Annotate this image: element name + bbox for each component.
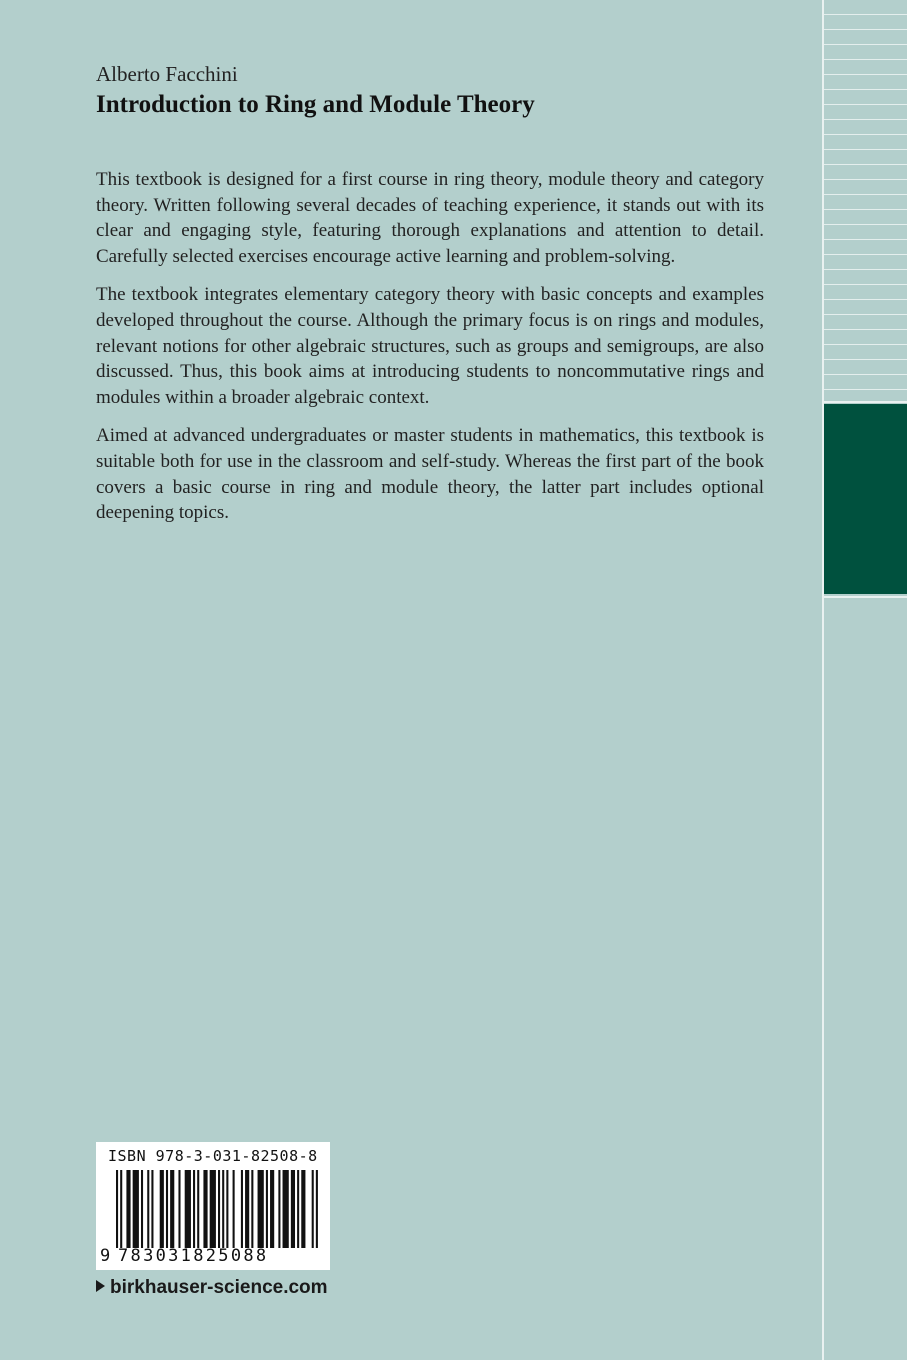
green-accent-block	[824, 404, 907, 594]
author-name: Alberto Facchini	[96, 62, 238, 86]
barcode-bar	[241, 1170, 243, 1248]
barcode-bar	[151, 1170, 153, 1248]
stripe-line	[824, 239, 907, 240]
stripe-line	[824, 149, 907, 150]
blurb-paragraph-1: This textbook is designed for a first course in ring theory, module theory and category theory. Written following several decades of teaching experience, it stands out with its clear and engaging style, featuring thorough explanations and attention to detail. Carefully selected exercises encourage active learning and problem-solving.	[96, 169, 764, 267]
stripe-line	[824, 299, 907, 300]
isbn-label: ISBN 978-3-031-82508-8	[108, 1147, 318, 1165]
stripe-line	[824, 29, 907, 30]
stripe-line	[824, 284, 907, 285]
stripe-line	[824, 89, 907, 90]
green-block-top-rule	[824, 401, 907, 403]
barcode-bar	[278, 1170, 280, 1248]
barcode-bar	[126, 1170, 130, 1248]
stripe-line	[824, 329, 907, 330]
barcode-bar	[197, 1170, 199, 1248]
arrow-right-icon	[96, 1280, 105, 1292]
barcode-bar	[251, 1170, 253, 1248]
barcode-bar	[245, 1170, 249, 1248]
barcode-bar	[297, 1170, 299, 1248]
stripe-line	[824, 314, 907, 315]
barcode-bar	[233, 1170, 235, 1248]
barcode-bar	[160, 1170, 164, 1248]
stripe-line	[824, 74, 907, 75]
stripe-line	[824, 134, 907, 135]
book-title: Introduction to Ring and Module Theory	[96, 91, 535, 118]
stripe-line	[824, 14, 907, 15]
ean-digits: 783031825088	[118, 1246, 269, 1266]
stripe-line	[824, 194, 907, 195]
stripe-line	[824, 59, 907, 60]
barcode-bar	[270, 1170, 274, 1248]
blurb	[96, 167, 764, 539]
barcode-bar	[266, 1170, 268, 1248]
barcode-bar	[258, 1170, 264, 1248]
stripe-line	[824, 224, 907, 225]
barcode-bar	[193, 1170, 195, 1248]
barcode-bar	[222, 1170, 224, 1248]
barcode-bar	[120, 1170, 122, 1248]
stripe-line	[824, 44, 907, 45]
barcode-bar	[218, 1170, 220, 1248]
decorative-stripes	[824, 0, 907, 400]
barcode-bar	[147, 1170, 149, 1248]
barcode-bar	[210, 1170, 216, 1248]
barcode-bar	[116, 1170, 118, 1248]
stripe-line	[824, 359, 907, 360]
blurb-paragraph-2: The textbook integrates elementary category theory with basic concepts and examples developed throughout the course. Although the primary focus is on rings and modules, relevant notions for other algebraic structures, such as groups and semigroups, are also discussed. Thus, this book aims at introducing students to noncommutative rings and modules within a broader algebraic context.	[96, 284, 764, 408]
barcode-bars	[116, 1170, 320, 1248]
barcode-bar	[166, 1170, 168, 1248]
ean-first-digit: 9	[100, 1246, 111, 1266]
stripe-line	[824, 374, 907, 375]
stripe-line	[824, 179, 907, 180]
barcode-bar	[203, 1170, 207, 1248]
stripe-line	[824, 164, 907, 165]
stripe-line	[824, 104, 907, 105]
isbn-barcode	[96, 1142, 330, 1270]
stripe-line	[824, 209, 907, 210]
barcode-bar	[301, 1170, 305, 1248]
stripe-line	[824, 389, 907, 390]
stripe-line	[824, 254, 907, 255]
barcode-bar	[312, 1170, 314, 1248]
barcode-bar	[178, 1170, 180, 1248]
barcode-bar	[133, 1170, 139, 1248]
stripe-line	[824, 119, 907, 120]
stripe-line	[824, 344, 907, 345]
barcode-bar	[141, 1170, 143, 1248]
barcode-bar	[316, 1170, 318, 1248]
green-block-bottom-rule	[824, 596, 907, 598]
stripe-line	[824, 269, 907, 270]
publisher-website[interactable]	[96, 1277, 328, 1299]
barcode-bar	[283, 1170, 289, 1248]
barcode-bar	[226, 1170, 228, 1248]
barcode-bar	[185, 1170, 191, 1248]
publisher-website-text: birkhauser-science.com	[110, 1277, 328, 1298]
barcode-bar	[291, 1170, 295, 1248]
barcode-bar	[170, 1170, 174, 1248]
blurb-paragraph-3: Aimed at advanced undergraduates or master students in mathematics, this textbook is suitable both for use in the classroom and self-study. Whereas the first part of the book covers a basic course in ring and module theory, the latter part includes optional deepening topics.	[96, 425, 764, 524]
